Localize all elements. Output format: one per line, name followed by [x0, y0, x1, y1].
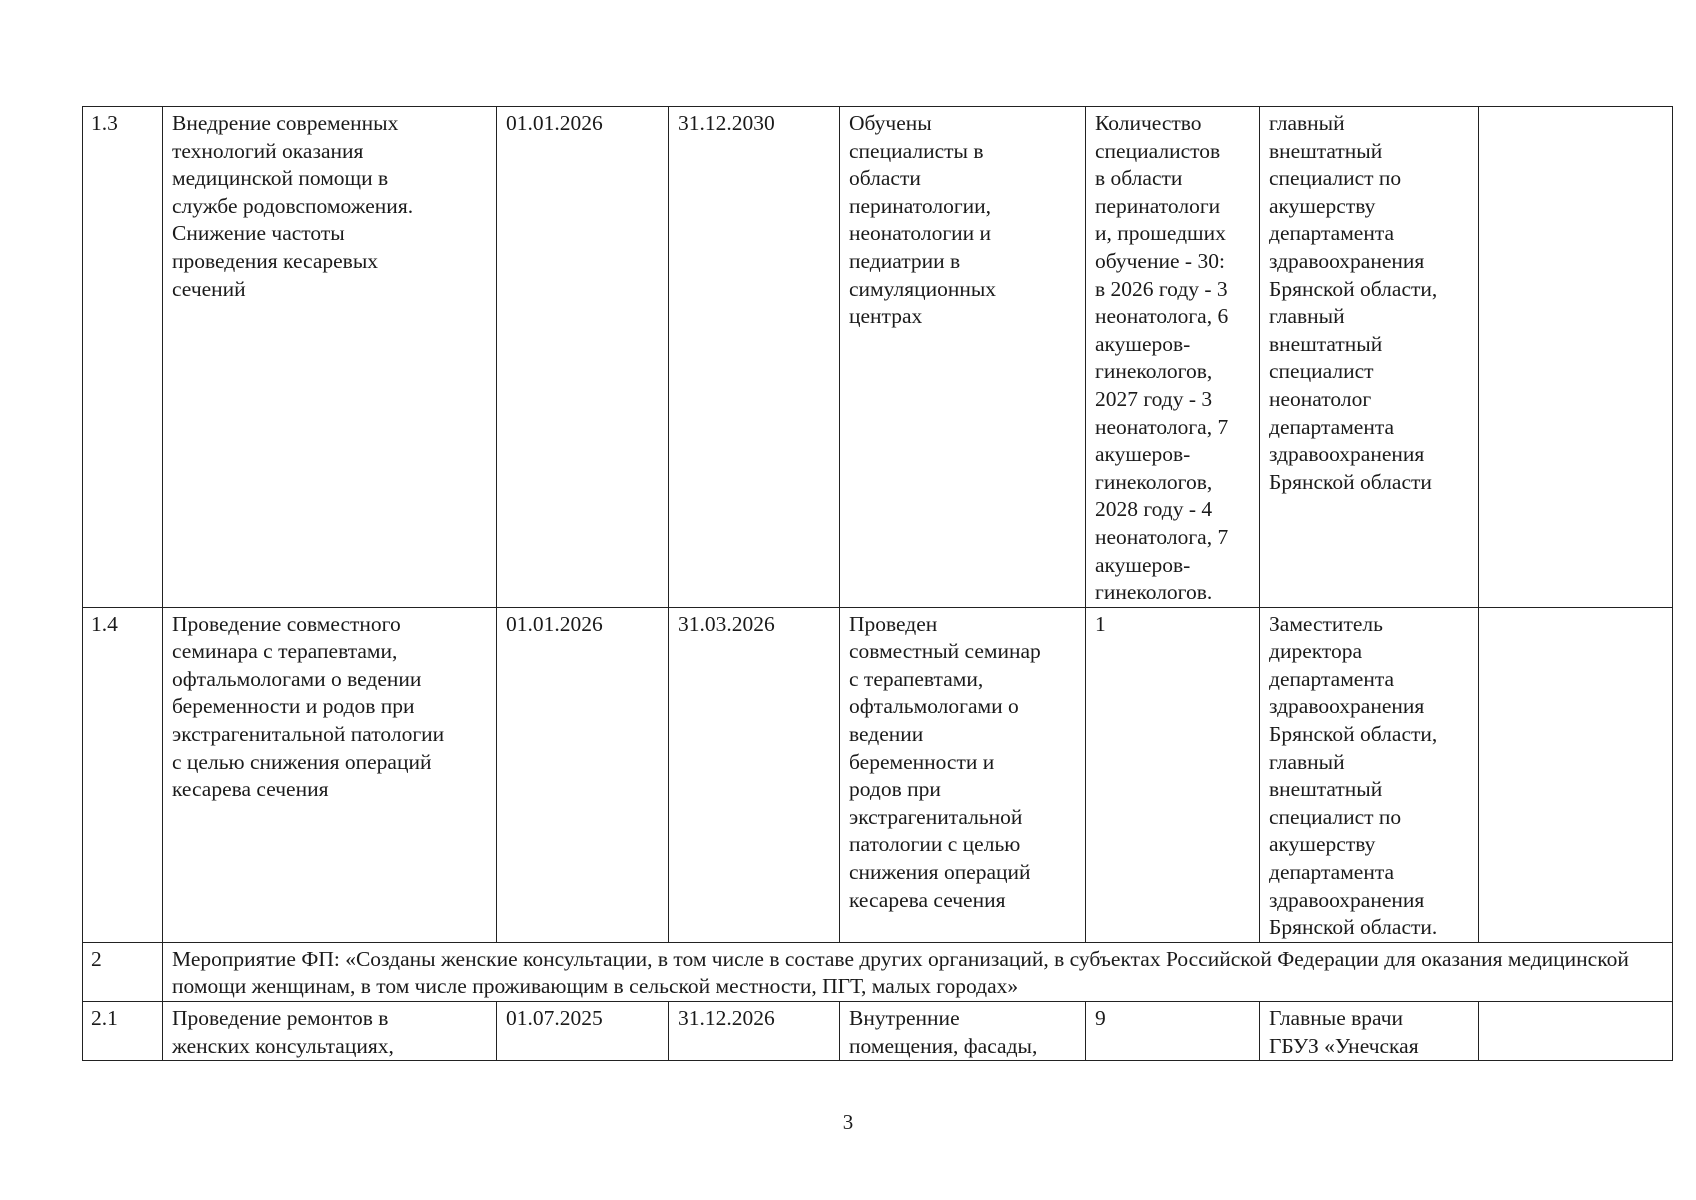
end-date-cell: 31.03.2026: [669, 607, 840, 942]
activity-name-cell: Внедрение современных технологий оказания медицинской помощи в службе родовспоможения. Снижение частоты проведения кесаревых сечений: [163, 107, 497, 608]
page-number: 3: [842, 1110, 854, 1134]
table-row: [83, 1002, 1673, 1061]
table-row: [83, 107, 1673, 608]
result-cell: Обучены специалисты в области перинатологии, неонатологии и педиатрии в симуляционных центрах: [840, 107, 1086, 608]
note-cell: [1479, 107, 1673, 608]
row-number-cell: 1.4: [83, 607, 163, 942]
indicator-cell: 1: [1086, 607, 1260, 942]
end-date-cell: 31.12.2026: [669, 1002, 840, 1061]
indicator-cell: Количество специалистов в области перинатологи и, прошедших обучение - 30: в 2026 году - 3 неонатолога, 6 акушеров- гинекологов, 2027 году - 3 неонатолога, 7 акушеров- гинекологов, 2028 году - 4 неонатолога, 7 акушеров- гинекологов.: [1086, 107, 1260, 608]
note-cell: [1479, 1002, 1673, 1061]
row-number-cell: 2.1: [83, 1002, 163, 1061]
section-title-cell: Мероприятие ФП: «Созданы женские консультации, в том числе в составе других организаций, в субъектах Российской Федерации для оказания медицинской помощи женщинам, в том числе проживающим в сельской местности, ПГТ, малых городах»: [163, 942, 1673, 1001]
start-date-cell: 01.07.2025: [497, 1002, 669, 1061]
section-number-cell: 2: [83, 942, 163, 1001]
start-date-cell: 01.01.2026: [497, 107, 669, 608]
responsible-cell: Заместитель директора департамента здравоохранения Брянской области, главный внештатный специалист по акушерству департамента здравоохранения Брянской области.: [1260, 607, 1479, 942]
responsible-cell: главный внештатный специалист по акушерству департамента здравоохранения Брянской области, главный внештатный специалист неонатолог департамента здравоохранения Брянской области: [1260, 107, 1479, 608]
result-cell: Проведен совместный семинар с терапевтами, офтальмологами о ведении беременности и родов при экстрагенитальной патологии с целью снижения операций кесарева сечения: [840, 607, 1086, 942]
plan-table: [82, 106, 1673, 1061]
responsible-cell: Главные врачи ГБУЗ «Унечская: [1260, 1002, 1479, 1061]
section-row: [83, 942, 1673, 1001]
table-row: [83, 607, 1673, 942]
indicator-cell: 9: [1086, 1002, 1260, 1061]
activity-name-cell: Проведение ремонтов в женских консультациях,: [163, 1002, 497, 1061]
row-number-cell: 1.3: [83, 107, 163, 608]
end-date-cell: 31.12.2030: [669, 107, 840, 608]
start-date-cell: 01.01.2026: [497, 607, 669, 942]
result-cell: Внутренние помещения, фасады,: [840, 1002, 1086, 1061]
activity-name-cell: Проведение совместного семинара с терапевтами, офтальмологами о ведении беременности и родов при экстрагенитальной патологии с целью снижения операций кесарева сечения: [163, 607, 497, 942]
note-cell: [1479, 607, 1673, 942]
